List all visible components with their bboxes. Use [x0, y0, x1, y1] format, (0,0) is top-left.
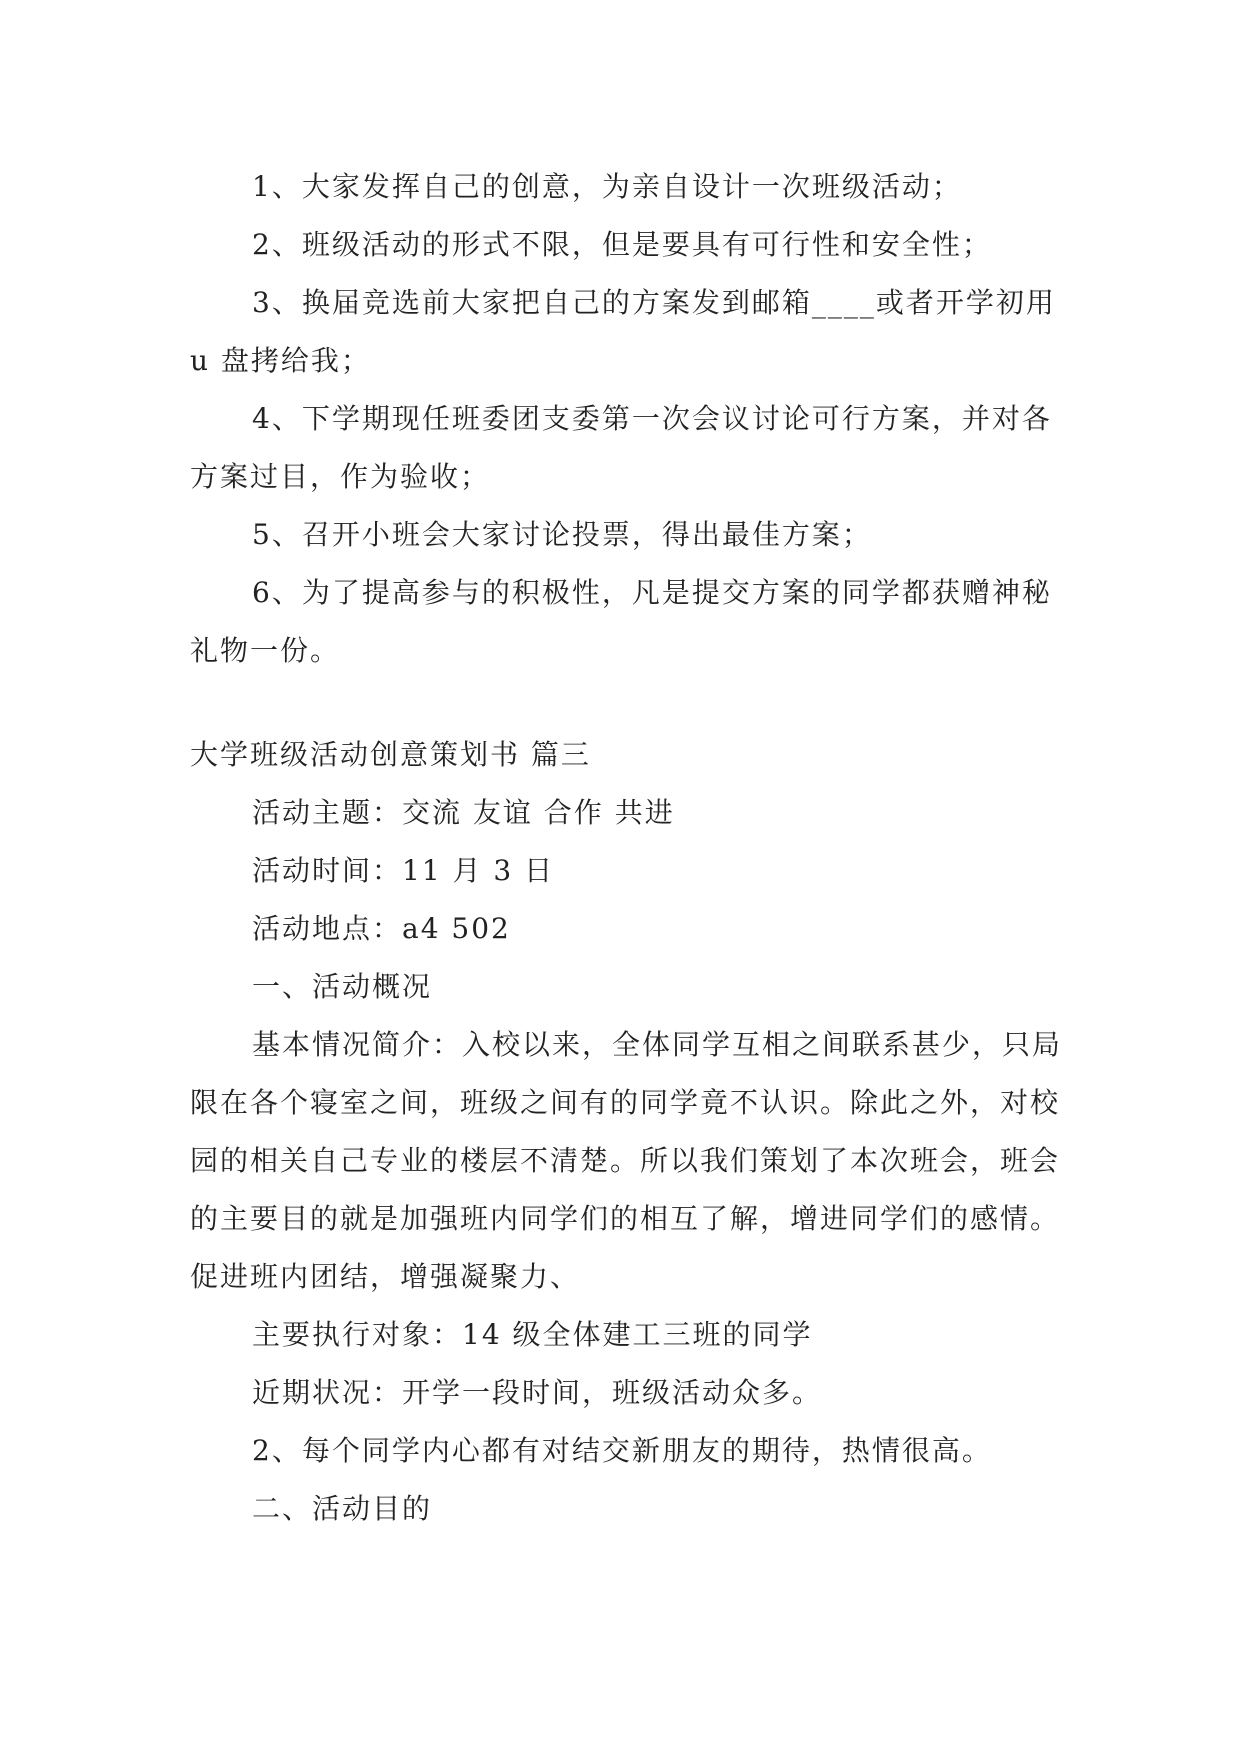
target-audience: 主要执行对象：14 级全体建工三班的同学 — [252, 1318, 813, 1351]
list-item-3: 3、换届竞选前大家把自己的方案发到邮箱____或者开学初用 u 盘拷给我； — [190, 286, 1056, 377]
expectation-item: 2、每个同学内心都有对结交新朋友的期待，热情很高。 — [252, 1434, 992, 1467]
list-item-4: 4、下学期现任班委团支委第一次会议讨论可行方案，并对各方案过目，作为验收； — [190, 402, 1052, 493]
section-gap — [190, 680, 1071, 726]
recent-status: 近期状况：开学一段时间，班级活动众多。 — [252, 1376, 823, 1409]
activity-place: 活动地点：a4 502 — [252, 912, 511, 945]
list-item-5: 5、召开小班会大家讨论投票，得出最佳方案； — [252, 518, 872, 551]
purpose-heading: 二、活动目的 — [252, 1492, 433, 1525]
intro-paragraph: 基本情况简介：入校以来，全体同学互相之间联系甚少，只局限在各个寝室之间，班级之间有的同学竟不认识。除此之外，对校园的相关自己专业的楼层不清楚。所以我们策划了本次班会，班会的主要目的就是加强班内同学们的相互了解，增进同学们的感情。促进班内团结，增强凝聚力、 — [190, 1028, 1063, 1293]
list-item-2: 2、班级活动的形式不限，但是要具有可行性和安全性； — [252, 228, 992, 261]
activity-theme: 活动主题：交流 友谊 合作 共进 — [252, 796, 675, 829]
list-item-6: 6、为了提高参与的积极性，凡是提交方案的同学都获赠神秘礼物一份。 — [190, 576, 1052, 667]
section-title: 大学班级活动创意策划书 篇三 — [190, 738, 591, 771]
activity-time: 活动时间：11 月 3 日 — [252, 854, 555, 887]
overview-heading: 一、活动概况 — [252, 970, 433, 1003]
list-item-1: 1、大家发挥自己的创意，为亲自设计一次班级活动； — [252, 170, 962, 203]
